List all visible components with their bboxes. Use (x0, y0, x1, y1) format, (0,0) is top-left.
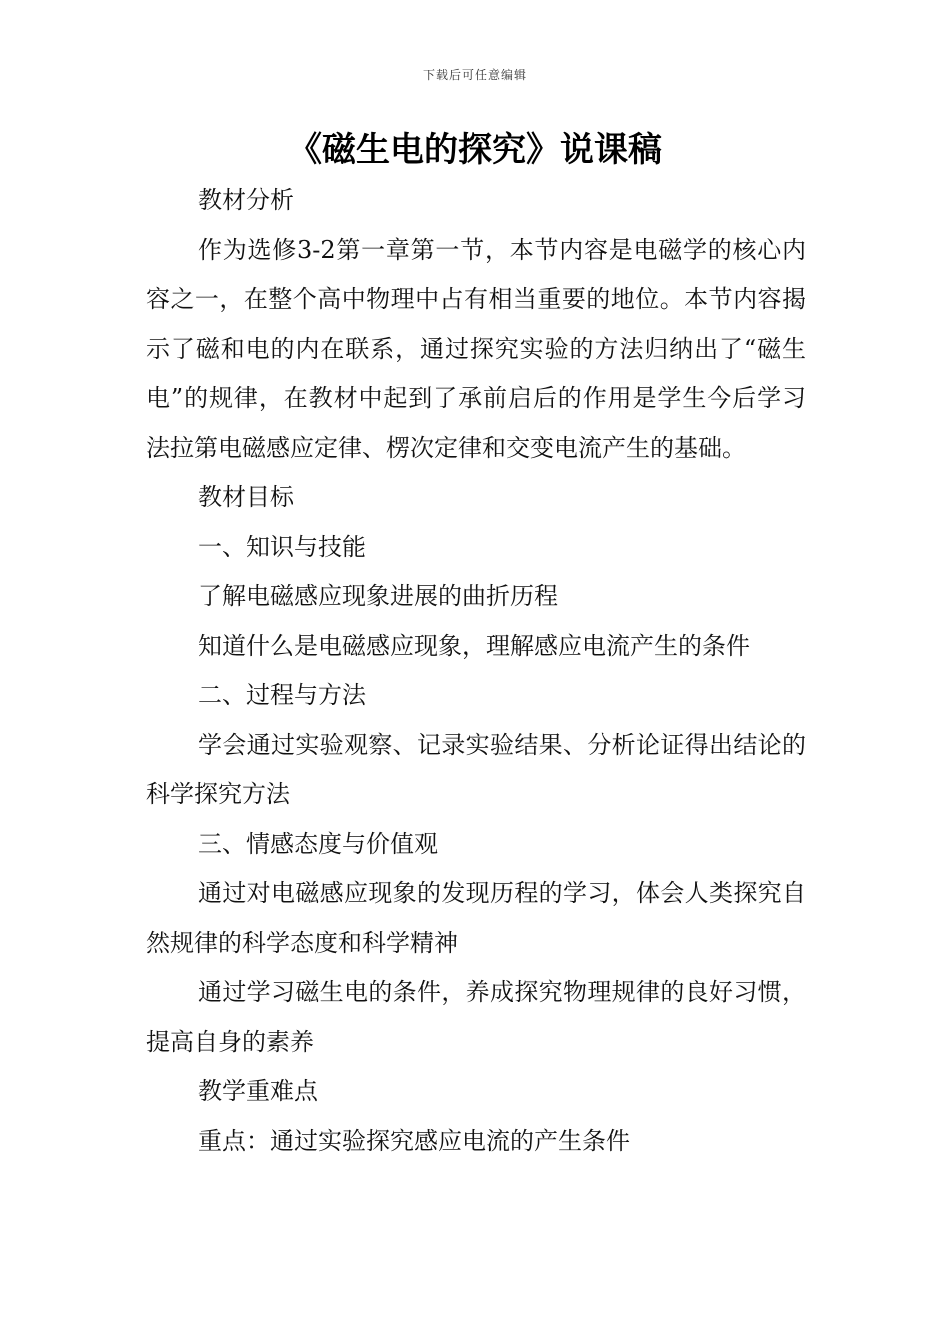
paragraph-material-analysis: 作为选修3-2第一章第一节，本节内容是电磁学的核心内容之一，在整个高中物理中占有相当重要的地位。本节内容揭示了磁和电的内在联系，通过探究实验的方法归纳出了“磁生电”的规律，在教材中起到了承前启后的作用是学生今后学习法拉第电磁感应定律、楞次定律和交变电流产生的基础。 (146, 235, 806, 462)
goal-item: 通过学习磁生电的条件，养成探究物理规律的良好习惯，提高自身的素养 (146, 978, 806, 1056)
document-body (146, 176, 806, 1166)
section-heading-teaching-goals: 教材目标 (198, 483, 294, 511)
section-heading-material-analysis: 教材分析 (198, 186, 294, 214)
goal-item: 学会通过实验观察、记录实验结果、分析论证得出结论的科学探究方法 (146, 730, 806, 808)
subheading-knowledge-skills: 一、知识与技能 (198, 532, 366, 561)
goal-item: 通过对电磁感应现象的发现历程的学习，体会人类探究自然规律的科学态度和科学精神 (146, 879, 806, 957)
document-title: 《磁生电的探究》说课稿 (288, 130, 662, 170)
subheading-process-methods: 二、过程与方法 (198, 681, 366, 709)
goal-item: 知道什么是电磁感应现象，理解感应电流产生的条件 (198, 631, 750, 660)
section-heading-key-points: 教学重难点 (198, 1077, 318, 1105)
header-note: 下载后可任意编辑 (422, 68, 527, 82)
key-point-item: 重点：通过实验探究感应电流的产生条件 (198, 1126, 630, 1155)
goal-item: 了解电磁感应现象进展的曲折历程 (198, 582, 558, 610)
subheading-emotion-values: 三、情感态度与价值观 (198, 829, 438, 858)
